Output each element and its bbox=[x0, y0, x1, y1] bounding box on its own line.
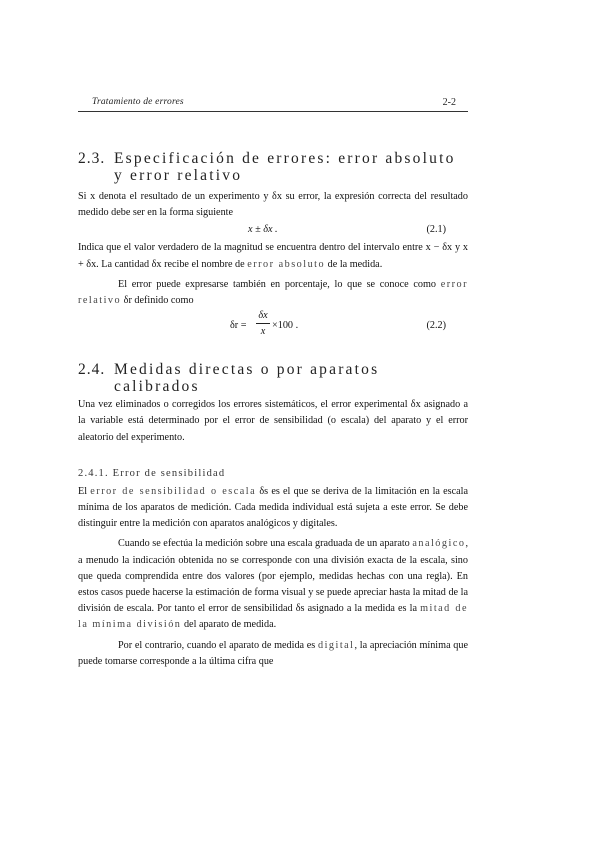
header-title: Tratamiento de errores bbox=[92, 97, 184, 107]
equation-label: (2.1) bbox=[426, 224, 446, 236]
paragraph: Si x denota el resultado de un experimento y δx su error, la expresión correcta del resultado medido debe ser en la forma siguiente bbox=[78, 191, 468, 219]
paragraph: El error de sensibilidad o escala δs es el que se deriva de la limitación en la escala mínima de los aparatos de medición. Cada medida individual está sujeta a este error. Se debe distinguir entre la medición con aparatos analógicos y digitales. bbox=[78, 485, 469, 530]
header-rule bbox=[78, 111, 468, 112]
section-2-3-heading: 2.3. Especificación de errores: error absoluto y error relativo bbox=[78, 150, 456, 184]
running-header bbox=[78, 97, 468, 111]
term-emphasis: mitad de la mínima división bbox=[78, 603, 468, 631]
fraction: δx x bbox=[256, 309, 270, 338]
term-emphasis: digital bbox=[317, 639, 355, 651]
equation-label: (2.2) bbox=[426, 320, 446, 332]
paragraph: Indica que el valor verdadero de la magnitud se encuentra dentro del intervalo entre x − δx y x + δx. La cantidad δx recibe el nombre de error absoluto de la medida. bbox=[78, 242, 468, 270]
paragraph: Una vez eliminados o corregidos los errores sistemáticos, el error experimental δx asignado a la variable está determinado por el error de sensibilidad (o escala) del aparato y el error aleatorio del experimento. bbox=[78, 399, 468, 443]
subsection-2-4-1-heading: 2.4.1. Error de sensibilidad bbox=[78, 467, 226, 479]
page-content bbox=[78, 150, 468, 670]
term-emphasis: error relativo bbox=[78, 278, 468, 307]
paragraph: Por el contrario, cuando el aparato de medida es digital, la apreciación mínima que puede tomarse corresponde a la última cifra que bbox=[78, 639, 468, 667]
paragraph: Cuando se efectúa la medición sobre una escala graduada de un aparato analógico, a menudo la indicación obtenida no se corresponde con una división exacta de la escala, sino que queda comprendida entre dos valores (por ejemplo, medidas hechas con una regla). En estos casos puede hacerse la estimación de forma visual y se puede apreciar hasta la mitad de la división de escala. Por tanto el error de sensibilidad δs asignado a la medida es la mitad de la mínima división del aparato de medida. bbox=[78, 538, 468, 631]
paragraph: El error puede expresarse también en porcentaje, lo que se conoce como error relativo δr definido como bbox=[78, 278, 468, 307]
section-2-4-heading: 2.4. Medidas directas o por aparatos calibrados bbox=[78, 361, 380, 396]
term-emphasis: error absoluto bbox=[247, 258, 326, 270]
term-emphasis: analógico bbox=[412, 538, 466, 550]
term-emphasis: error de sensibilidad o escala bbox=[90, 485, 257, 497]
equation-2-2: δr = δx x ×100 . (2.2) bbox=[230, 310, 446, 338]
page-number: 2-2 bbox=[442, 97, 456, 108]
equation-2-1: x ± δx . (2.1) bbox=[78, 221, 468, 240]
